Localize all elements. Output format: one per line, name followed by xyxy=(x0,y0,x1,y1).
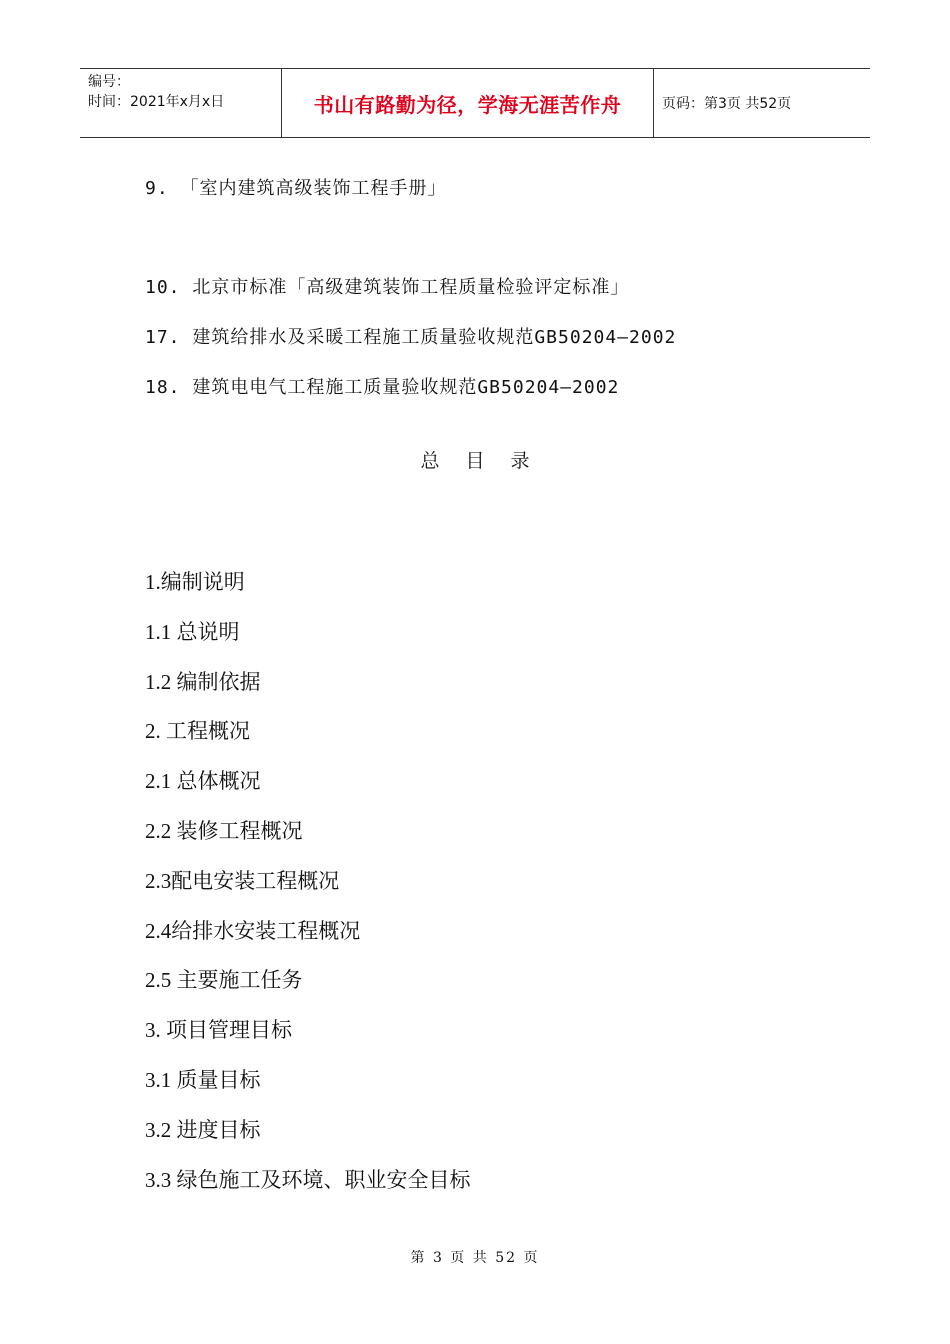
header-page-cell xyxy=(654,69,870,137)
toc-item: 2.3配电安装工程概况 xyxy=(145,868,340,893)
page-header xyxy=(80,68,870,138)
toc-item: 3.1 质量目标 xyxy=(145,1067,261,1092)
reference-item: 9. 「室内建筑高级装饰工程手册」 xyxy=(145,178,447,199)
document-date-label: 时间：2021年x月x日 xyxy=(88,94,225,110)
toc-item: 2.5 主要施工任务 xyxy=(145,968,303,993)
toc-item: 2. 工程概况 xyxy=(145,719,250,744)
header-page-number: 页码：第3页 共52页 xyxy=(662,96,792,112)
toc-item: 3.2 进度目标 xyxy=(145,1117,261,1142)
toc-item: 1.2 编制依据 xyxy=(145,669,261,694)
toc-item: 3.3 绿色施工及环境、职业安全目标 xyxy=(145,1167,471,1192)
header-meta-cell xyxy=(80,69,282,137)
document-number-label: 编号： xyxy=(88,74,130,90)
reference-item: 18. 建筑电电气工程施工质量验收规范GB50204—2002 xyxy=(145,377,620,398)
toc-item: 2.1 总体概况 xyxy=(145,769,261,794)
toc-item: 1.编制说明 xyxy=(145,570,245,594)
toc-item: 2.2 装修工程概况 xyxy=(145,818,303,843)
reference-item: 10. 北京市标准「高级建筑装饰工程质量检验评定标准」 xyxy=(145,277,630,298)
reference-item: 17. 建筑给排水及采暖工程施工质量验收规范GB50204—2002 xyxy=(145,327,677,348)
page-footer: 第 3 页 共 52 页 xyxy=(410,1250,540,1266)
toc-item: 1.1 总说明 xyxy=(145,619,240,644)
table-of-contents xyxy=(145,570,471,1217)
toc-item: 2.4给排水安装工程概况 xyxy=(145,918,361,943)
toc-item: 3. 项目管理目标 xyxy=(145,1018,292,1043)
toc-title: 总目录 xyxy=(420,450,556,472)
header-motto: 书山有路勤为径，学海无涯苦作舟 xyxy=(313,92,622,117)
header-motto-cell xyxy=(282,69,654,137)
